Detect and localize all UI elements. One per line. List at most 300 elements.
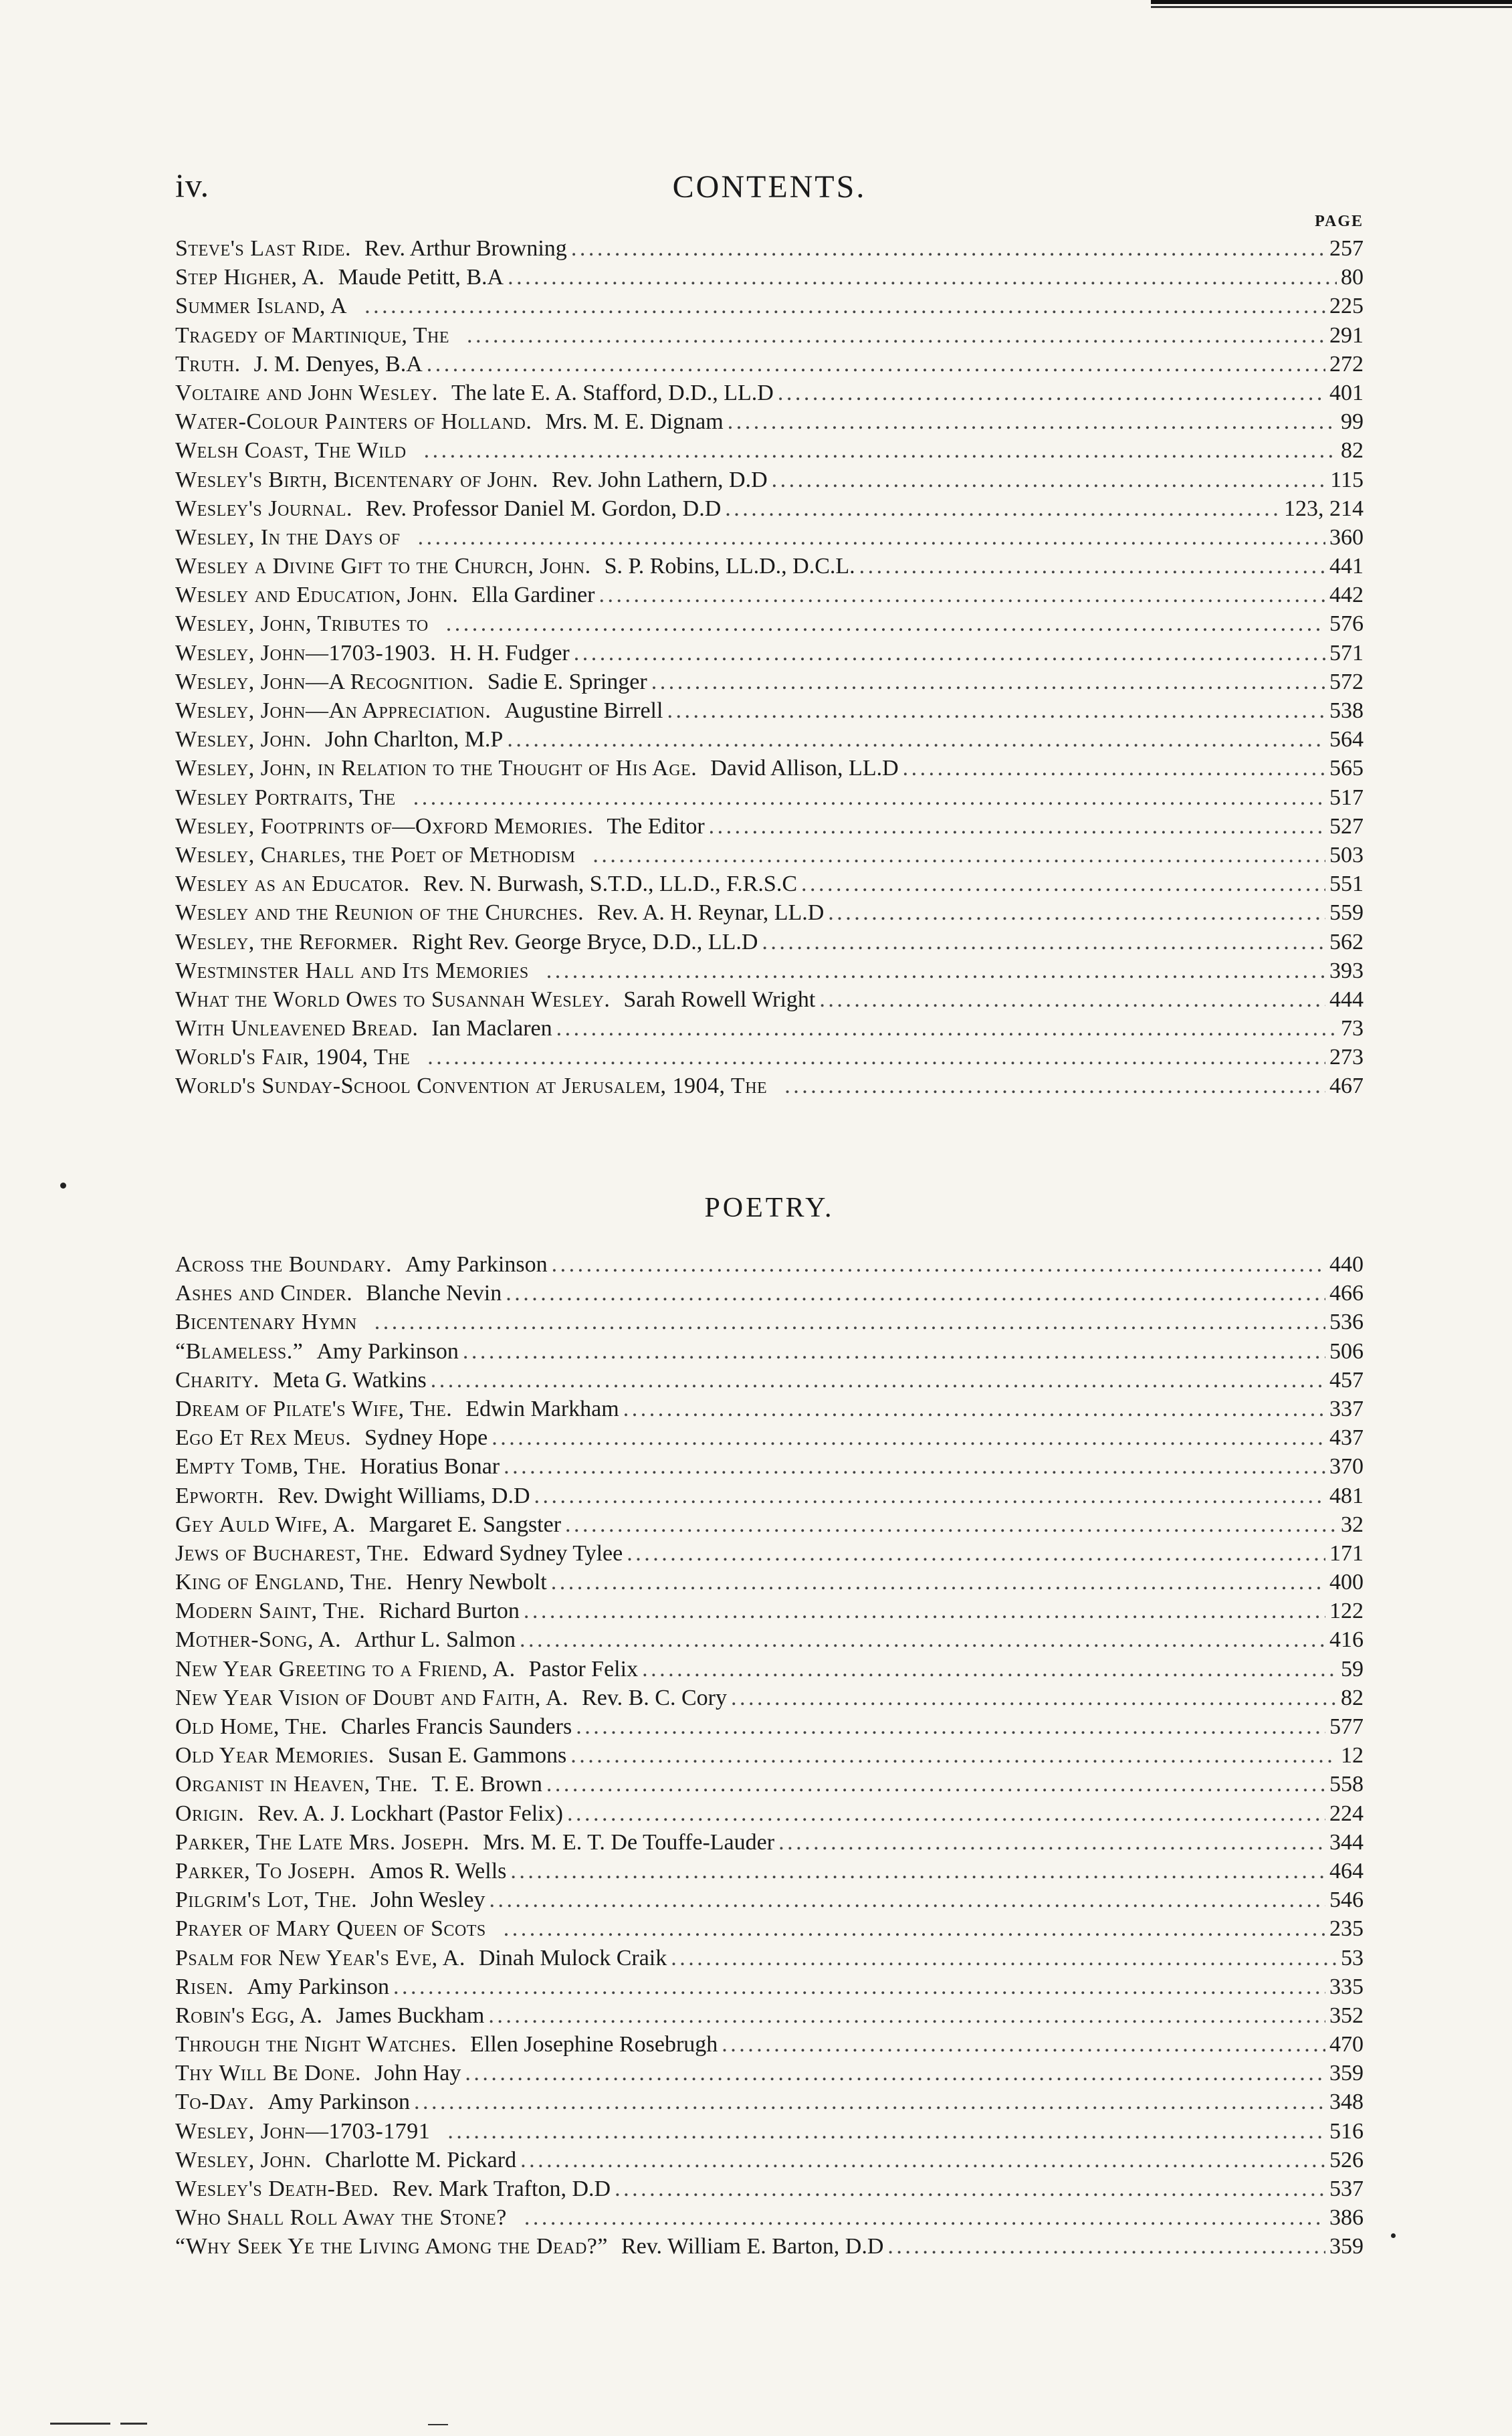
dot-leader [447, 2117, 1325, 2146]
contents-entry [175, 1539, 1364, 1568]
contents-entry [175, 1684, 1364, 1712]
dot-leader [627, 1539, 1325, 1568]
entry-page-number: 466 [1329, 1281, 1364, 1306]
entry-page-number: 359 [1329, 2234, 1364, 2259]
dot-leader [427, 350, 1325, 379]
entry-title: Ashes and Cinder. [175, 1281, 353, 1306]
contents-entry [175, 956, 1364, 985]
entry-page-number: 80 [1341, 265, 1364, 290]
dot-leader [492, 1423, 1325, 1452]
dot-leader [489, 1886, 1325, 1914]
entry-title: Wesley's Death-Bed. [175, 2176, 379, 2201]
entry-author: Susan E. Gammons [387, 1743, 567, 1768]
contents-entry [175, 1395, 1364, 1423]
dot-leader [446, 609, 1325, 638]
contents-entry [175, 1799, 1364, 1828]
entry-author: Rev. N. Burwash, S.T.D., LL.D., F.R.S.C [423, 872, 798, 897]
entry-title: Psalm for New Year's Eve, A. [175, 1945, 465, 1970]
dot-leader [623, 1395, 1325, 1423]
contents-entry [175, 783, 1364, 812]
dot-leader [556, 1014, 1337, 1043]
entry-page-number: 457 [1329, 1367, 1364, 1393]
dot-leader [504, 1452, 1325, 1481]
entry-title: Who Shall Roll Away the Stone? [175, 2205, 507, 2231]
entry-title: Wesley, In the Days of [175, 524, 401, 550]
entry-author: Mrs. M. E. T. De Touffe-Lauder [483, 1829, 775, 1855]
contents-entry [175, 1337, 1364, 1366]
entry-page-number: 565 [1329, 756, 1364, 781]
dot-leader [524, 1597, 1325, 1625]
entry-page-number: 235 [1329, 1916, 1364, 1942]
entry-title: Prayer of Mary Queen of Scots [175, 1916, 486, 1942]
entry-author: Charles Francis Saunders [340, 1714, 572, 1739]
entry-title: What the World Owes to Susannah Wesley. [175, 987, 611, 1012]
contents-entry [175, 1072, 1364, 1100]
entry-page-number: 503 [1329, 842, 1364, 868]
dot-leader [709, 812, 1325, 841]
entry-page-number: 562 [1329, 929, 1364, 954]
contents-entry [175, 2146, 1364, 2174]
contents-entry [175, 1857, 1364, 1886]
contents-entry [175, 2059, 1364, 2088]
contents-entry [175, 1308, 1364, 1336]
entry-title: New Year Greeting to a Friend, A. [175, 1656, 516, 1682]
dot-leader [784, 1072, 1325, 1100]
entry-page-number: 576 [1329, 611, 1364, 637]
entry-page-number: 370 [1329, 1454, 1364, 1480]
contents-entry [175, 1279, 1364, 1308]
entry-title: Old Year Memories. [175, 1743, 374, 1768]
entry-title: Robin's Egg, A. [175, 2003, 323, 2028]
entry-title: Jews of Bucharest, The. [175, 1540, 410, 1566]
top-rule [1151, 0, 1512, 9]
entry-title: Gey Auld Wife, A. [175, 1512, 356, 1537]
dot-leader [504, 1914, 1325, 1943]
poetry-contents-list [175, 1250, 1364, 2261]
prose-contents-list [175, 234, 1364, 1101]
dot-leader [467, 321, 1325, 350]
contents-entry [175, 2232, 1364, 2261]
contents-entry [175, 1712, 1364, 1741]
entry-author: J. M. Denyes, B.A [253, 351, 423, 377]
entry-author: Rev. B. C. Cory [582, 1685, 727, 1710]
entry-page-number: 53 [1341, 1945, 1364, 1970]
entry-page-number: 360 [1329, 524, 1364, 550]
entry-title: Wesley's Journal. [175, 496, 352, 521]
entry-title: Origin. [175, 1801, 245, 1826]
entry-page-number: 564 [1329, 727, 1364, 752]
entry-title: Bicentenary Hymn [175, 1310, 357, 1335]
contents-entry [175, 581, 1364, 609]
entry-title: Dream of Pilate's Wife, The. [175, 1396, 453, 1421]
contents-entry [175, 1423, 1364, 1452]
entry-author: Amy Parkinson [247, 1974, 390, 1999]
contents-entry [175, 379, 1364, 407]
entry-page-number: 441 [1329, 554, 1364, 579]
entry-author: Rev. Mark Trafton, D.D [392, 2176, 611, 2201]
entry-title: Wesley's Birth, Bicentenary of John. [175, 467, 539, 492]
entry-author: Margaret E. Sangster [368, 1512, 562, 1537]
entry-author: Blanche Nevin [366, 1281, 502, 1306]
entry-page-number: 546 [1329, 1888, 1364, 1913]
entry-title: World's Sunday-School Convention at Jerusalem, 1904, The [175, 1074, 768, 1099]
entry-author: H. H. Fudger [449, 640, 570, 666]
dot-leader [592, 841, 1325, 870]
contents-entry [175, 523, 1364, 552]
contents-entry [175, 1741, 1364, 1770]
entry-author: Amy Parkinson [267, 2090, 410, 2115]
entry-title: Across the Boundary. [175, 1252, 393, 1277]
dot-leader [520, 2146, 1325, 2174]
contents-entry [175, 1510, 1364, 1539]
entry-page-number: 559 [1329, 900, 1364, 926]
dot-leader [615, 2174, 1325, 2203]
dot-leader [828, 898, 1325, 927]
entry-page-number: 273 [1329, 1045, 1364, 1070]
dot-leader [413, 783, 1325, 812]
contents-entry [175, 1568, 1364, 1597]
dot-leader [599, 581, 1325, 609]
dot-leader [778, 379, 1325, 407]
entry-title: Wesley, Charles, the Poet of Methodism [175, 842, 576, 868]
dot-leader [728, 407, 1337, 436]
contents-entry [175, 494, 1364, 523]
contents-entry [175, 1482, 1364, 1510]
entry-author: Meta G. Watkins [272, 1367, 427, 1393]
entry-author: Mrs. M. E. Dignam [545, 409, 724, 435]
entry-page-number: 400 [1329, 1570, 1364, 1595]
page-column-label: PAGE [1315, 213, 1364, 230]
entry-author: Rev. Professor Daniel M. Gordon, D.D [365, 496, 722, 521]
contents-entry [175, 812, 1364, 841]
contents-entry [175, 668, 1364, 696]
entry-page-number: 536 [1329, 1310, 1364, 1335]
contents-entry [175, 292, 1364, 320]
entry-author: Arthur L. Salmon [354, 1627, 516, 1653]
entry-page-number: 467 [1329, 1074, 1364, 1099]
entry-page-number: 481 [1329, 1483, 1364, 1508]
entry-title: Wesley, the Reformer. [175, 929, 399, 954]
contents-entry [175, 1625, 1364, 1654]
entry-author: Rev. Dwight Williams, D.D [278, 1483, 530, 1508]
entry-title: Thy Will Be Done. [175, 2061, 361, 2086]
dot-leader [431, 1366, 1325, 1395]
dot-leader [565, 1510, 1337, 1539]
contents-entry [175, 898, 1364, 927]
entry-author: James Buckham [336, 2003, 485, 2028]
entry-title: Summer Island, A [175, 294, 348, 319]
entry-page-number: 82 [1341, 438, 1364, 464]
entry-title: Voltaire and John Wesley. [175, 380, 438, 405]
contents-entry [175, 2117, 1364, 2146]
entry-title: Parker, To Joseph. [175, 1858, 356, 1884]
entry-title: “Why Seek Ye the Living Among the Dead?” [175, 2234, 608, 2259]
entry-page-number: 470 [1329, 2032, 1364, 2057]
entry-title: Wesley, John—1703-1903. [175, 640, 437, 666]
dot-leader [576, 1712, 1325, 1741]
dot-leader [778, 1828, 1325, 1857]
entry-title: Organist in Heaven, The. [175, 1772, 419, 1797]
entry-title: Wesley a Divine Gift to the Church, John. [175, 554, 591, 579]
dot-leader [722, 2030, 1325, 2059]
entry-title: Old Home, The. [175, 1714, 328, 1739]
entry-title: Water-Colour Painters of Holland. [175, 409, 532, 435]
entry-title: King of England, The. [175, 1570, 393, 1595]
footer-mark [120, 2423, 147, 2425]
dot-leader [520, 1625, 1325, 1654]
entry-author: Henry Newbolt [406, 1570, 547, 1595]
dot-leader [506, 1279, 1325, 1308]
entry-page-number: 386 [1329, 2205, 1364, 2231]
dot-leader [510, 1857, 1325, 1886]
dot-leader [731, 1684, 1337, 1712]
entry-page-number: 225 [1329, 294, 1364, 319]
contents-entry [175, 639, 1364, 668]
entry-page-number: 516 [1329, 2118, 1364, 2144]
entry-page-number: 171 [1329, 1540, 1364, 1566]
contents-entry [175, 1597, 1364, 1625]
entry-title: Wesley as an Educator. [175, 872, 410, 897]
contents-entry [175, 2174, 1364, 2203]
contents-entry [175, 2203, 1364, 2232]
dot-leader [465, 2059, 1325, 2088]
dot-leader [551, 1568, 1325, 1597]
dot-leader [546, 956, 1325, 985]
entry-author: Ellen Josephine Rosebrugh [470, 2032, 718, 2057]
dot-leader [488, 2001, 1325, 2030]
entry-page-number: 344 [1329, 1829, 1364, 1855]
entry-page-number: 122 [1329, 1599, 1364, 1624]
dot-leader [508, 263, 1337, 292]
contents-entry [175, 1972, 1364, 2001]
entry-author: John Wesley [370, 1888, 485, 1913]
entry-author: Augustine Birrell [504, 698, 663, 723]
entry-page-number: 551 [1329, 872, 1364, 897]
entry-title: Steve's Last Ride. [175, 236, 351, 261]
entry-author: Edwin Markham [465, 1396, 619, 1421]
entry-page-number: 59 [1341, 1656, 1364, 1682]
entry-author: Sarah Rowell Wright [623, 987, 816, 1012]
entry-title: Wesley, John—An Appreciation. [175, 698, 492, 723]
entry-title: Wesley, John, Tributes to [175, 611, 429, 637]
entry-author: S. P. Robins, LL.D., D.C.L. [604, 554, 855, 579]
contents-entry [175, 725, 1364, 754]
contents-entry [175, 350, 1364, 379]
entry-author: Sadie E. Springer [487, 669, 647, 694]
contents-entry [175, 234, 1364, 263]
entry-title: Tragedy of Martinique, The [175, 322, 450, 348]
entry-page-number: 527 [1329, 813, 1364, 839]
dot-leader [463, 1337, 1325, 1366]
entry-page-number: 224 [1329, 1801, 1364, 1826]
entry-author: Dinah Mulock Craik [478, 1945, 667, 1970]
entry-page-number: 572 [1329, 669, 1364, 694]
page-number: iv. [175, 167, 210, 204]
entry-title: With Unleavened Bread. [175, 1016, 419, 1041]
entry-author: Right Rev. George Bryce, D.D., LL.D [411, 929, 758, 954]
entry-author: Richard Burton [379, 1599, 520, 1624]
contents-entry [175, 1250, 1364, 1279]
entry-page-number: 577 [1329, 1714, 1364, 1739]
entry-title: Risen. [175, 1974, 234, 1999]
print-speck [1391, 2233, 1396, 2238]
entry-author: Amy Parkinson [316, 1338, 459, 1364]
dot-leader [567, 1799, 1325, 1828]
entry-title: Wesley, John—1703-1791 [175, 2118, 431, 2144]
entry-title: World's Fair, 1904, The [175, 1045, 411, 1070]
dot-leader [414, 2088, 1325, 2116]
contents-entry [175, 466, 1364, 494]
entry-author: Ella Gardiner [471, 583, 595, 608]
entry-page-number: 440 [1329, 1252, 1364, 1277]
entry-author: Edward Sydney Tylee [423, 1540, 623, 1566]
entry-page-number: 526 [1329, 2147, 1364, 2172]
entry-title: Ego Et Rex Meus. [175, 1425, 352, 1451]
contents-entry [175, 985, 1364, 1014]
footer-mark [428, 2424, 448, 2425]
entry-page-number: 123, 214 [1284, 496, 1364, 521]
entry-title: “Blameless.” [175, 1338, 304, 1364]
entry-title: Wesley, John. [175, 2147, 312, 2172]
contents-entry [175, 1655, 1364, 1684]
entry-page-number: 82 [1341, 1685, 1364, 1710]
entry-author: Maude Petitt, B.A [338, 265, 504, 290]
dot-leader [427, 1043, 1325, 1072]
contents-entry [175, 2030, 1364, 2059]
dot-leader [887, 2232, 1325, 2261]
entry-page-number: 291 [1329, 322, 1364, 348]
dot-leader [671, 1944, 1337, 1972]
contents-entry [175, 1366, 1364, 1395]
entry-page-number: 272 [1329, 351, 1364, 377]
contents-entry [175, 928, 1364, 956]
dot-leader [418, 523, 1325, 552]
contents-entry [175, 1944, 1364, 1972]
contents-entry [175, 1770, 1364, 1799]
entry-title: Parker, The Late Mrs. Joseph. [175, 1829, 469, 1855]
entry-title: Wesley and Education, John. [175, 583, 459, 608]
entry-page-number: 416 [1329, 1627, 1364, 1653]
contents-entry [175, 1828, 1364, 1857]
dot-leader [667, 696, 1325, 725]
entry-title: Empty Tomb, The. [175, 1454, 347, 1480]
entry-page-number: 517 [1329, 785, 1364, 810]
entry-author: Rev. A. J. Lockhart (Pastor Felix) [257, 1801, 563, 1826]
entry-page-number: 348 [1329, 2090, 1364, 2115]
dot-leader [571, 234, 1325, 263]
contents-entry [175, 321, 1364, 350]
entry-title: Step Higher, A. [175, 265, 325, 290]
entry-title: Pilgrim's Lot, The. [175, 1888, 358, 1913]
entry-title: Epworth. [175, 1483, 265, 1508]
entry-author: The Editor [607, 813, 705, 839]
entry-title: Wesley, Footprints of—Oxford Memories. [175, 813, 594, 839]
dot-leader [552, 1250, 1325, 1279]
entry-page-number: 115 [1330, 467, 1364, 492]
contents-entry [175, 754, 1364, 783]
footer-mark [50, 2423, 110, 2425]
entry-author: T. E. Brown [431, 1772, 542, 1797]
entry-page-number: 538 [1329, 698, 1364, 723]
contents-entry [175, 696, 1364, 725]
entry-author: Amy Parkinson [405, 1252, 548, 1277]
dot-leader [507, 725, 1325, 754]
contents-entry [175, 841, 1364, 870]
contents-entry [175, 1914, 1364, 1943]
entry-page-number: 537 [1329, 2176, 1364, 2201]
entry-author: Horatius Bonar [360, 1454, 500, 1480]
entry-title: Wesley and the Reunion of the Churches. [175, 900, 584, 926]
entry-page-number: 99 [1341, 409, 1364, 435]
running-head: CONTENTS. [672, 169, 867, 205]
dot-leader [725, 494, 1280, 523]
entry-page-number: 442 [1329, 583, 1364, 608]
entry-page-number: 401 [1329, 380, 1364, 405]
dot-leader [651, 668, 1325, 696]
entry-title: Modern Saint, The. [175, 1599, 366, 1624]
entry-page-number: 335 [1329, 1974, 1364, 1999]
dot-leader [903, 754, 1325, 783]
contents-entry [175, 870, 1364, 898]
entry-title: Wesley, John, in Relation to the Thought of His Age. [175, 756, 697, 781]
entry-author: Rev. Arthur Browning [364, 236, 567, 261]
entry-page-number: 464 [1329, 1858, 1364, 1884]
entry-page-number: 352 [1329, 2003, 1364, 2028]
entry-page-number: 32 [1341, 1512, 1364, 1537]
entry-author: Sydney Hope [364, 1425, 488, 1451]
contents-entry [175, 2001, 1364, 2030]
dot-leader [424, 436, 1337, 465]
entry-page-number: 12 [1341, 1743, 1364, 1768]
contents-entry [175, 2088, 1364, 2116]
entry-title: Through the Night Watches. [175, 2032, 457, 2057]
entry-page-number: 359 [1329, 2061, 1364, 2086]
entry-title: Charity. [175, 1367, 259, 1393]
contents-entry [175, 1043, 1364, 1072]
dot-leader [801, 870, 1325, 898]
contents-entry [175, 1014, 1364, 1043]
entry-page-number: 257 [1329, 236, 1364, 261]
dot-leader [642, 1655, 1337, 1684]
entry-title: Westminster Hall and Its Memories [175, 958, 529, 983]
dot-leader [524, 2203, 1325, 2232]
dot-leader [772, 466, 1327, 494]
poetry-heading: POETRY. [704, 1193, 835, 1223]
entry-title: Mother-Song, A. [175, 1627, 342, 1653]
contents-entry [175, 407, 1364, 436]
entry-title: Truth. [175, 351, 241, 377]
dot-leader [546, 1770, 1325, 1799]
entry-author: Charlotte M. Pickard [324, 2147, 517, 2172]
entry-title: Wesley, John—A Recognition. [175, 669, 474, 694]
dot-leader [570, 1741, 1337, 1770]
dot-leader [859, 552, 1325, 581]
entry-author: Amos R. Wells [369, 1858, 507, 1884]
print-speck [60, 1183, 66, 1189]
dot-leader [762, 928, 1325, 956]
entry-author: John Hay [374, 2061, 461, 2086]
dot-leader [574, 639, 1325, 668]
entry-page-number: 558 [1329, 1772, 1364, 1797]
contents-entry [175, 1452, 1364, 1481]
contents-entry [175, 552, 1364, 581]
entry-author: Rev. William E. Barton, D.D [621, 2234, 884, 2259]
entry-author: Ian Maclaren [431, 1016, 552, 1041]
entry-page-number: 571 [1329, 640, 1364, 666]
entry-title: Wesley, John. [175, 727, 312, 752]
entry-page-number: 337 [1329, 1396, 1364, 1421]
entry-page-number: 393 [1329, 958, 1364, 983]
